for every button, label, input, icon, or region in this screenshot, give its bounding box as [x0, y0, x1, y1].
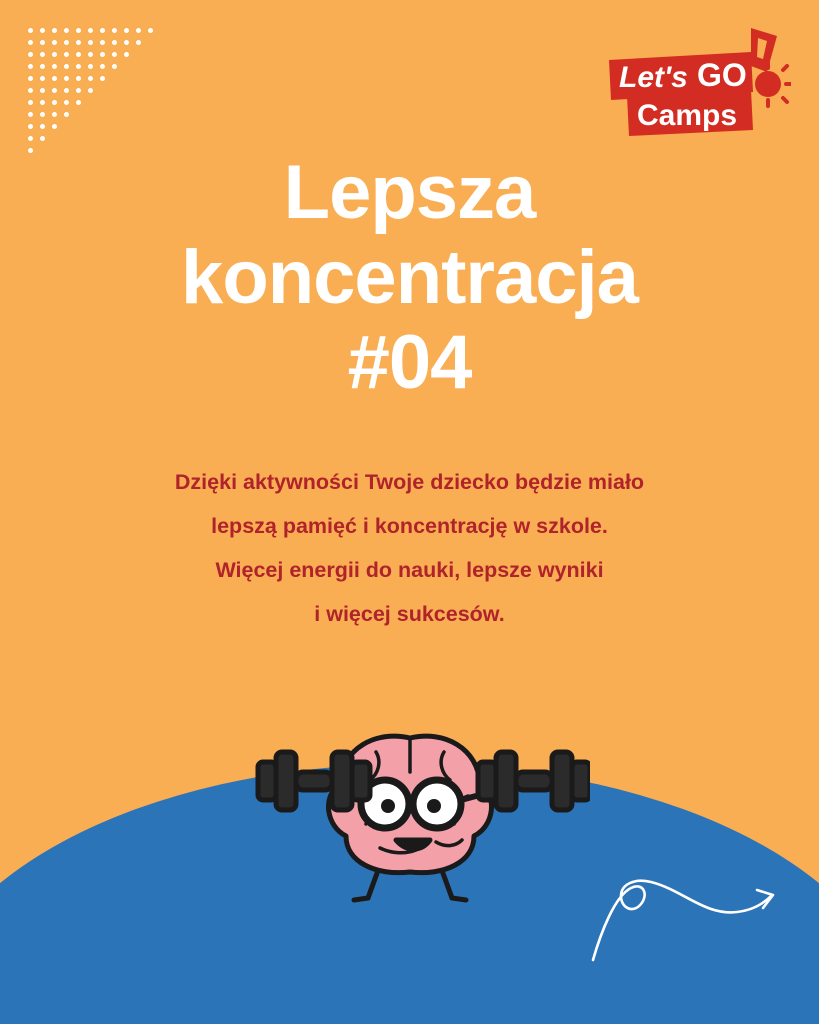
- svg-text:Let's: Let's: [619, 61, 688, 94]
- body-line-4: i więcej sukcesów.: [314, 602, 505, 627]
- poster-headline: [0, 150, 819, 405]
- headline-line-1: Lepsza: [283, 150, 536, 235]
- brain-lifting-dumbbells-illustration: [230, 700, 590, 910]
- headline-line-2: koncentracja: [181, 235, 638, 321]
- poster-body-copy: [0, 460, 819, 636]
- svg-text:Camps: Camps: [637, 99, 738, 132]
- lets-go-camps-logo: [601, 26, 791, 144]
- svg-text:GO: GO: [697, 57, 747, 93]
- curved-arrow-decoration: [587, 872, 797, 972]
- body-line-2: lepszą pamięć i koncentrację w szkole.: [211, 514, 608, 539]
- body-line-3: Więcej energii do nauki, lepsze wyniki: [215, 558, 604, 583]
- body-line-1: Dzięki aktywności Twoje dziecko będzie miało: [174, 470, 645, 494]
- dot-grid-decoration: [28, 28, 168, 168]
- headline-line-3: #04: [347, 320, 472, 406]
